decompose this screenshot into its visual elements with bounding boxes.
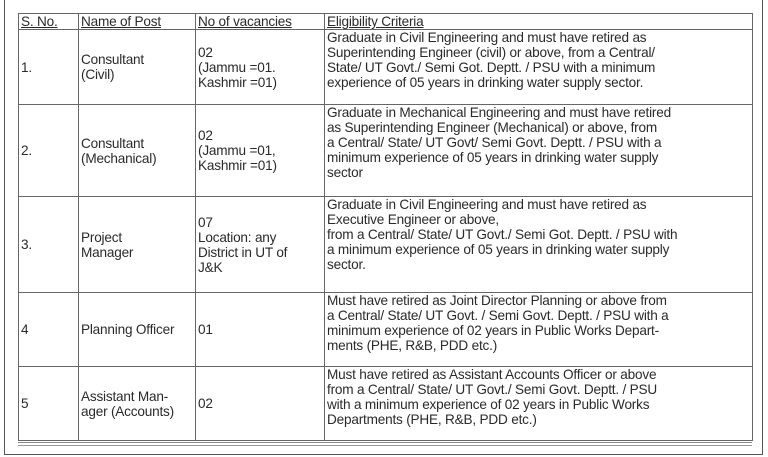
- eligibility-criteria-line: Superintending Engineer (civil) or above, from a Central/: [327, 45, 655, 60]
- post-name: [79, 197, 196, 293]
- vacancies-line: Kashmir =01): [198, 74, 277, 90]
- vacancies-line: (Jammu =01,: [198, 143, 276, 158]
- eligibility-criteria-line: Graduate in Mechanical Engineering and must have retired: [327, 105, 671, 120]
- eligibility-criteria-line: Executive Engineer or above,: [327, 212, 499, 227]
- eligibility-criteria: [325, 293, 753, 367]
- vacancies-line: 02: [198, 396, 213, 411]
- post-name: [79, 367, 196, 441]
- header-post: Name of Post: [79, 14, 196, 30]
- eligibility-criteria: [325, 197, 753, 293]
- eligibility-criteria-line: experience of 05 years in drinking water supply sector.: [327, 75, 644, 90]
- serial-number: 1.: [19, 30, 79, 105]
- post-name: [79, 30, 196, 105]
- vacancies-line: District in UT of: [198, 244, 288, 260]
- vacancies: [196, 367, 325, 441]
- eligibility-criteria-line: a Central/ State/ UT Govt/ Semi Govt. Deptt. / PSU with a: [327, 135, 662, 150]
- eligibility-criteria-line: sector.: [327, 257, 366, 272]
- post-name-line: Consultant: [81, 52, 144, 67]
- table-row: [19, 293, 753, 367]
- vacancies: [196, 293, 325, 367]
- eligibility-criteria-line: as Superintending Engineer (Mechanical) or above, from: [327, 120, 657, 135]
- post-name-line: (Mechanical): [81, 150, 157, 166]
- header-vacancies: No of vacancies: [196, 14, 325, 30]
- eligibility-criteria-line: a minimum experience of 05 years in drinking water supply: [327, 242, 670, 257]
- vacancy-table: [18, 13, 753, 441]
- eligibility-criteria-line: from a Central/ State/ UT Govt./ Semi Got. Deptt. / PSU with: [327, 227, 678, 242]
- table-row: [19, 30, 753, 105]
- eligibility-criteria-line: a Central/ State/ UT Govt. / Semi Govt. Deptt. / PSU with a: [327, 308, 669, 323]
- eligibility-criteria-line: with a minimum experience of 02 years in Public Works: [327, 397, 650, 412]
- header-criteria: Eligibility Criteria: [325, 14, 753, 30]
- eligibility-criteria-line: Must have retired as Joint Director Planning or above from: [327, 293, 667, 308]
- eligibility-criteria-line: from a Central/ State/ UT Govt./ Semi Govt. Deptt. / PSU: [327, 382, 658, 397]
- serial-number: 5: [19, 367, 79, 441]
- vacancies: [196, 197, 325, 293]
- vacancies-line: 02: [198, 44, 213, 60]
- header-sno: S. No.: [19, 14, 79, 30]
- serial-number: 2.: [19, 105, 79, 197]
- post-name-line: ager (Accounts): [81, 403, 174, 419]
- eligibility-criteria-line: ments (PHE, R&B, PDD etc.): [327, 338, 498, 353]
- table-row: [19, 105, 753, 197]
- post-name-line: Consultant: [81, 135, 144, 151]
- eligibility-criteria-line: Must have retired as Assistant Accounts Officer or above: [327, 367, 657, 382]
- vacancies-line: 01: [198, 322, 213, 337]
- table-row: [19, 197, 753, 293]
- vacancies: [196, 30, 325, 105]
- eligibility-criteria: [325, 367, 753, 441]
- vacancies-line: (Jammu =01.: [198, 59, 276, 75]
- eligibility-criteria-line: minimum experience of 05 years in drinking water supply: [327, 150, 659, 165]
- eligibility-criteria-line: State/ UT Govt./ Semi Got. Deptt. / PSU with a minimum: [327, 60, 656, 75]
- eligibility-criteria-line: Graduate in Civil Engineering and must have retired as: [327, 197, 647, 212]
- serial-number: 3.: [19, 197, 79, 293]
- vacancies-line: 02: [198, 128, 213, 143]
- serial-number: 4: [19, 293, 79, 367]
- post-name: [79, 293, 196, 367]
- table-header-row: [19, 14, 753, 30]
- post-name-line: Assistant Man-: [81, 388, 169, 404]
- post-name-line: (Civil): [81, 67, 115, 82]
- eligibility-criteria: [325, 30, 753, 105]
- bottom-double-rule: [18, 442, 752, 446]
- eligibility-criteria: [325, 105, 753, 197]
- post-name-line: Planning Officer: [81, 322, 175, 337]
- vacancies-line: J&K: [198, 259, 223, 275]
- post-name-line: Project: [81, 229, 122, 245]
- eligibility-criteria-line: Departments (PHE, R&B, PDD etc.): [327, 412, 537, 427]
- vacancies-line: Location: any: [198, 229, 277, 245]
- table-row: [19, 367, 753, 441]
- vacancies: [196, 105, 325, 197]
- vacancies-line: Kashmir =01): [198, 158, 277, 173]
- post-name-line: Manager: [81, 244, 134, 260]
- eligibility-criteria-line: minimum experience of 02 years in Public Works Depart-: [327, 323, 659, 338]
- post-name: [79, 105, 196, 197]
- vacancies-line: 07: [198, 214, 213, 230]
- eligibility-criteria-line: Graduate in Civil Engineering and must have retired as: [327, 30, 647, 45]
- eligibility-criteria-line: sector: [327, 165, 363, 180]
